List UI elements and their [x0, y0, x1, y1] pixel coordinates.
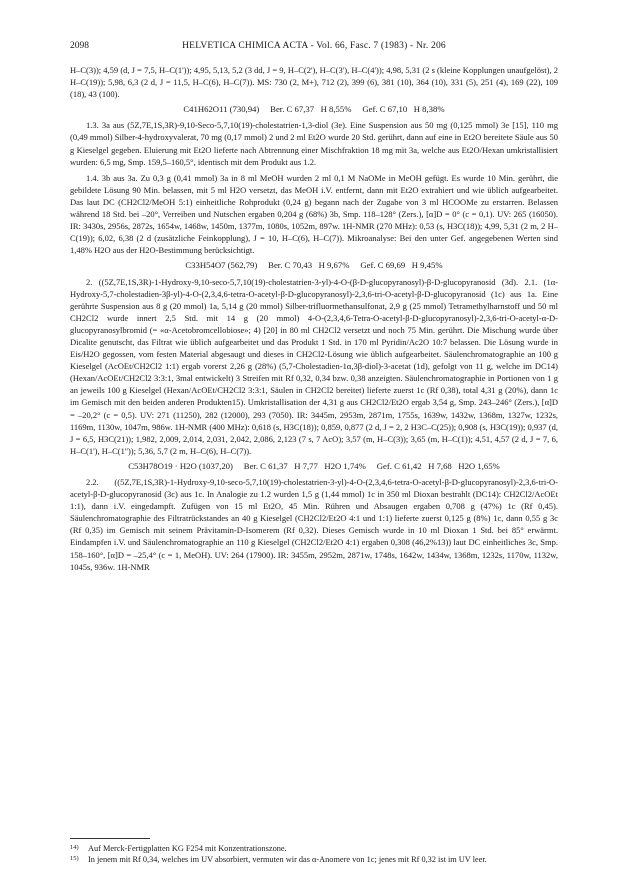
paragraph-1-3: 1.3. 3a aus (5Z,7E,1S,3R)-9,10-Seco-5,7,10(19)-cholestatrien-1,3-diol (3e). Eine Suspension aus 50 mg (0,125 mmol) 3e [15], 110 mg (0,49 mmol) Silber-4-hydroxyvalerat, 70 mg (0,17 mmol) 2 und 2 ml Et2O wurde 20 Std. gerührt, dann auf eine in Et2O bereitete Säule aus 50 g Kieselgel gegeben. Eluierung mit Et2O lieferte nach Abtrennung einer Mischfraktion 18 mg mit 3a, welche aus Et2O/Hexan umkristallisiert wurden: 6,5 mg, Smp. 159,5–160,5°, identisch mit dem Produkt aus 1.2. — [70, 120, 558, 167]
footnotes — [70, 838, 558, 865]
footnote-text: In jenem mit Rf 0,34, welches im UV absorbiert, vermuten wir das α-Anomere von 1c; jenes mit Rf 0,32 ist im UV leer. — [88, 855, 487, 864]
footnote-rule — [70, 838, 150, 839]
footnote-mark: 14) — [70, 844, 79, 851]
footnote-text: Auf Merck-Fertigplatten KG F254 mit Konzentrationszone. — [88, 844, 287, 853]
running-title: HELVETICA CHIMICA ACTA - Vol. 66, Fasc. 7 (1983) - Nr. 206 — [182, 41, 446, 51]
elemental-analysis-2: C33H54O7 (562,79) Ber. C 70,43 H 9,67% Gef. C 69,69 H 9,45% — [185, 260, 443, 271]
elemental-analysis-3: C53H78O19 · H2O (1037,20) Ber. C 61,37 H 7,77 H2O 1,74% Gef. C 61,42 H 7,68 H2O 1,65% — [128, 460, 500, 471]
body-text — [70, 64, 558, 573]
paragraph-2-1: 2. ((5Z,7E,1S,3R)-1-Hydroxy-9,10-seco-5,7,10(19)-cholestatrien-3-yl)-4-O-(β-D-glucopyranosyl)-β-D-glucopyranosid (3d). 2.1. (1α-Hydroxy-5,7-cholestadien-3β-yl)-4-O-(2,3,4,6-tetra-O-acetyl-β-D-glucopyranosyl)-2,3,6-tri-O-acetyl-β-D-glucopyranosid (1c) aus 1a. Eine gerührte Suspension aus 8 g (20 mmol) 1a, 5,14 g (20 mmol) Silber-trifluormethansulfonat, 2,9 g (25 mmol) Tetramethylharnstoff und 50 ml CH2Cl2 wurde innert 2,5 Std. mit 14 g (20 mmol) 4-O-(2,3,4,6-Tetra-O-acetyl-β-D-glucopyranosyl)-2,3,6-tri-O-acetyl-α-D-glucopyranosylbromid (= «α-Acetobromcellobiose»; 4) [20] in 80 ml CH2Cl2 versetzt und noch 75 Min. gerührt. Die Mischung wurde über Dicalite genutscht, das Filtrat wie üblich aufgearbeitet und das Produkt 1 Std. in 170 ml Pyridin/Ac2O 10:7 belassen. Die Lösung wurde in Eis/H2O gegossen, vom festen Material abgesaugt und dieses in CH2Cl2-Lösung wie üblich aufgearbeitet. Säulenchromatographie an 100 g Kieselgel (AcOEt/CH2Cl2 1:1) ergab vorerst 2,26 g (28%) (5,7-Cholestadien-1α,3β-diol)-3-acetat (1d), gefolgt von 11 g, welche im DC14) (Hexan/AcOEt/CH2Cl2 3:3:1, 3mal entwickelt) 3 Streifen mit Rf 0,32, 0,34 bzw. 0,38 anzeigten. Säulenchromatographie in Portionen von 1 g an jeweils 100 g Kieselgel (Hexan/AcOEt/CH2Cl2 3:3:1, Säulen in CH2Cl2 bereitet) lieferte zuerst 1c (Rf 0,38), total 4,31 g (20%), dann 1c im Gemisch mit den beiden anderen Produkten15). Umkristallisation der 4,31 g aus CH2Cl2/Et2O ergab 3,54 g, Smp. 243–246° (Zers.), [α]D = –20,2° (c = 0,5). UV: 271 (11250), 282 (12000), 293 (7050). IR: 3445m, 2953m, 2871m, 1755s, 1639w, 1432w, 1368m, 1327w, 1232s, 1169m, 1130w, 1047m, 986w. 1H-NMR (400 MHz): 0,618 (s, H3C(18)); 0,859, 0,877 (2 d, J = 2, 2 H3C–C(25)); 0,908 (s, H3C(19)); 0,937 (d, J = 6,5, H3C(21)); 1,982, 2,009, 2,014, 2,031, 2,042, 2,086, 2,123 (7 s, 7 AcO); 3,57 (m, H–C(3)); 3,65 (m, H–C(1)); 4,51, 4,57 (2 d, J = 7, 6, H–C(1'), H–C(1'')); 5,36, 5,7 (2 m, H–C(6), H–C(7)). — [70, 276, 558, 456]
footnote-15 — [70, 854, 558, 865]
running-header — [70, 40, 558, 54]
page-number: 2098 — [70, 41, 89, 51]
paragraph-nmr-continuation: H–C(3)); 4,59 (d, J = 7,5, H–C(1')); 4,95, 5,13, 5,2 (3 dd, J = 9, H–C(2'), H–C(3'), H–C(4')); 4,98, 5,31 (2 s (kleine Kopplungen unaufgelöst), 2 H–C(19)); 5,98, 6,3 (2 d, J = 11,5, H–C(6), H–C(7)). MS: 730 (2, M+), 712 (2), 399 (6), 381 (10), 364 (10), 331 (5), 251 (4), 169 (22), 109 (18), 43 (100). — [70, 65, 558, 100]
footnote-14 — [70, 843, 558, 854]
elemental-analysis-1: C41H62O11 (730,94) Ber. C 67,37 H 8,55% Gef. C 67,10 H 8,38% — [183, 104, 445, 115]
paragraph-1-4: 1.4. 3b aus 3a. Zu 0,3 g (0,41 mmol) 3a in 8 ml MeOH wurden 2 ml 0,1 M NaOMe in MeOH gefügt. Es wurde 10 Min. gerührt, die gebildete Lösung 90 Min. belassen, mit 5 ml H2O versetzt, das MeOH i.V. entfernt, dann mit Et2O extrahiert und wie üblich aufgearbeitet. Das laut DC (CH2Cl2/MeOH 5:1) einheitliche Rohprodukt (0,24 g) begann nach der Zugabe von 3 ml HCOOMe zu erstarren. Belassen während 18 Std. bei –20°, Verreiben und Nutschen ergaben 0,204 g (68%) 3b, Smp. 118–128° (Zers.), [α]D = 0° (c = 0,1). UV: 265 (16050). IR: 3430s, 2956s, 2872s, 1654w, 1468w, 1450m, 1377m, 1080s, 1052m, 897w. 1H-NMR (270 MHz): 0,53 (s, H3C(18)); 4,99, 5,31 (2 m, 2 H–C(19)); 6,02, 6,38 (2 d (zusätzliche Feinkopplung), J = 10, H–C(6), H–C(7)). Mikroanalyse: Bei den unter Gef. angegebenen Werten sind 1,48% H2O aus der H2O-Bestimmung berücksichtigt. — [70, 172, 558, 256]
footnote-mark: 15) — [70, 855, 79, 862]
paragraph-2-2: 2.2. ((5Z,7E,1S,3R)-1-Hydroxy-9,10-seco-5,7,10(19)-cholestatrien-3-yl)-4-O-(2,3,4,6-tetra-O-acetyl-β-D-glucopyranosyl)-2,3,6-tri-O-acetyl-β-D-glucopyranosid (3c) aus 1c. In Analogie zu 1.2 wurden 1,5 g (1,44 mmol) 1c in 350 ml Dioxan bestrahlt (DC14): CH2Cl2/AcOEt 1:1), dann i.V. eingedampft. Zufügen von 15 ml Et2O, 45 Min. Rühren und Absaugen ergaben 0,708 g (47%) 1c (Rf 0,45). Säulenchromatographie des Filtratrückstandes an 40 g Kieselgel (CH2Cl2/Et2O 4:1 und 1:1) lieferte zuerst 0,125 g (8%) 1c, dann 0,55 g 3c (Rf 0,35) im Gemisch mit seinem Prävitamin-D-Isomerem (Rf 0,32). Dieses Gemisch wurde in 10 ml Dioxan 1 Std. bei 85° erwärmt. Eindampfen i.V. und Säulenchromatographie an 110 g Kieselgel (CH2Cl2/Et2O 4:1) ergaben 0,308 (46,2%13)) laut DC einheitliches 3c, Smp. 158–160°, [α]D = –25,4° (c = 1, MeOH). UV: 264 (17900). IR: 3455m, 2952m, 2871w, 1748s, 1642w, 1434w, 1368m, 1232s, 1170w, 1132w, 1045s, 936w. 1H-NMR — [70, 477, 558, 572]
